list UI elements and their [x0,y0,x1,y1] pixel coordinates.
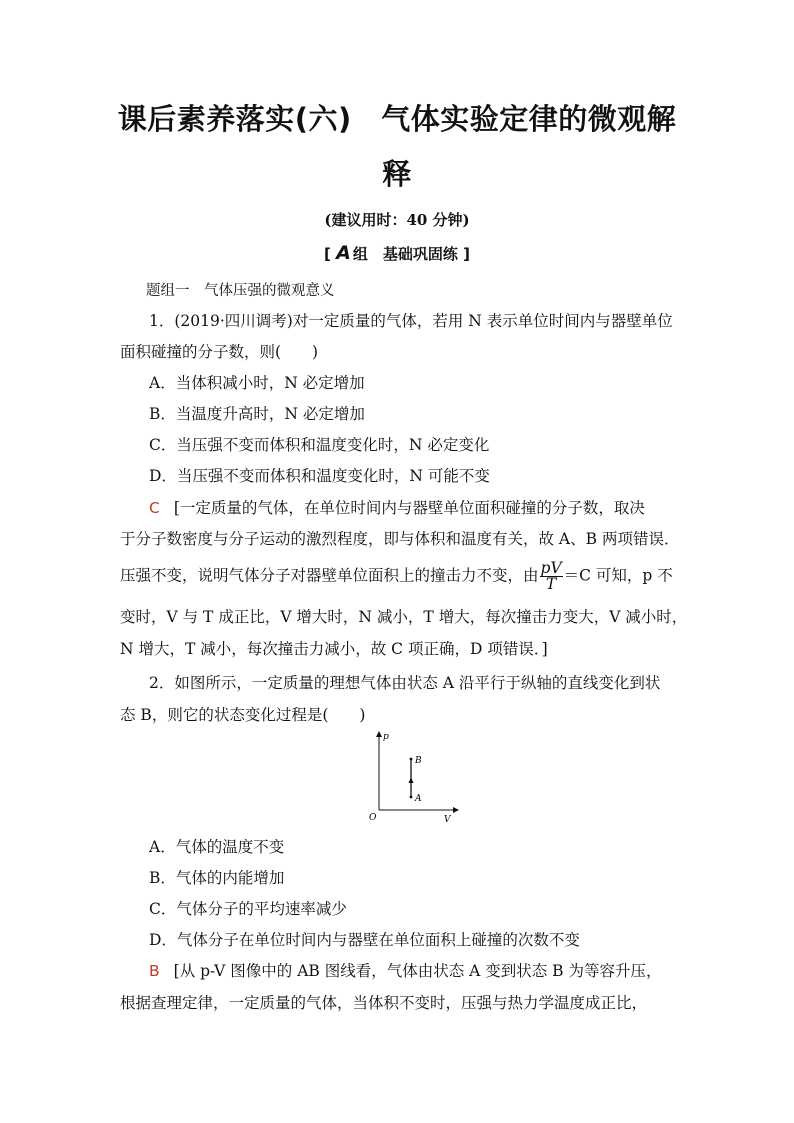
question-1-stem: 1．(2019·四川调考)对一定质量的气体，若用 N 表示单位时间内与器壁单位 [149,312,673,330]
question-1-stem-cont: 面积碰撞的分子数，则( ) [120,343,319,361]
question-1-answer: C [149,499,160,517]
question-2-option-b: B．气体的内能增加 [149,869,285,887]
ab-direction-arrow [409,777,414,783]
question-2-option-d: D．气体分子在单位时间内与器壁在单位面积上碰撞的次数不变 [149,931,580,949]
question-1-explanation-line3: 压强不变，说明气体分子对器壁单位面积上的撞击力不变，由 $\frac{pV}{T}$ ＝C 可知，p 不 [120,559,673,593]
question-2-option-c: C．气体分子的平均速率减少 [149,900,347,918]
suggested-time: (建议用时：40 分钟) [324,211,470,229]
question-2-stem: 2．如图所示，一定质量的理想气体由状态 A 沿平行于纵轴的直线变化到状 [149,674,661,692]
question-2-option-a: A．气体的温度不变 [149,838,285,856]
p-axis-label: p [383,732,389,742]
fraction-pv-over-t: $\frac{pV}{T}$ [540,559,562,593]
question-2-explanation: B [从 p-V 图像中的 AB 图线看，气体由状态 A 变到状态 B 为等容升压， [149,962,662,980]
group-letter: A [336,242,351,264]
question-1-explanation-line4: 变时，V 与 T 成正比，V 增大时，N 减小，T 增大，每次撞击力变大，V 减小时， [120,608,688,626]
point-a [410,796,413,799]
question-1-option-c: C．当压强不变而体积和温度变化时，N 必定变化 [149,436,490,454]
v-axis-label: V [444,815,451,825]
question-2-stem-cont: 态 B，则它的状态变化过程是( ) [120,706,366,724]
question-1-explanation-line2: 于分子数密度与分子运动的激烈程度，即与体积和温度有关，故 A、B 两项错误． [120,530,680,548]
page-title-continued: 释 [382,157,412,191]
question-1-option-d: D．当压强不变而体积和温度变化时，N 可能不变 [149,467,490,485]
question-2-explanation-line2: 根据查理定律，一定质量的气体，当体积不变时，压强与热力学温度成正比， [120,994,648,1012]
page-title: 课后素养落实(六) 气体实验定律的微观解 [117,102,677,136]
group-heading [0,242,794,264]
point-b [410,758,413,761]
bracket-left: [ [324,245,331,263]
point-b-label: B [415,756,422,766]
bracket-right: ] [463,245,470,263]
origin-label: O [369,813,377,823]
point-a-label: A [415,794,422,804]
question-1-explanation-line5: N 增大，T 减小，每次撞击力减小，故 C 项正确，D 项错误．] [120,640,548,658]
question-1-explanation: C [一定质量的气体，在单位时间内与器壁单位面积碰撞的分子数，取决 [149,499,645,517]
question-2-answer: B [149,962,160,980]
question-1-option-a: A．当体积减小时，N 必定增加 [149,374,365,392]
pv-diagram [360,727,470,827]
group-label: 组 基础巩固练 [352,245,458,263]
topic-heading: 题组一 气体压强的微观意义 [146,283,335,299]
question-1-option-b: B．当温度升高时，N 必定增加 [149,405,365,423]
